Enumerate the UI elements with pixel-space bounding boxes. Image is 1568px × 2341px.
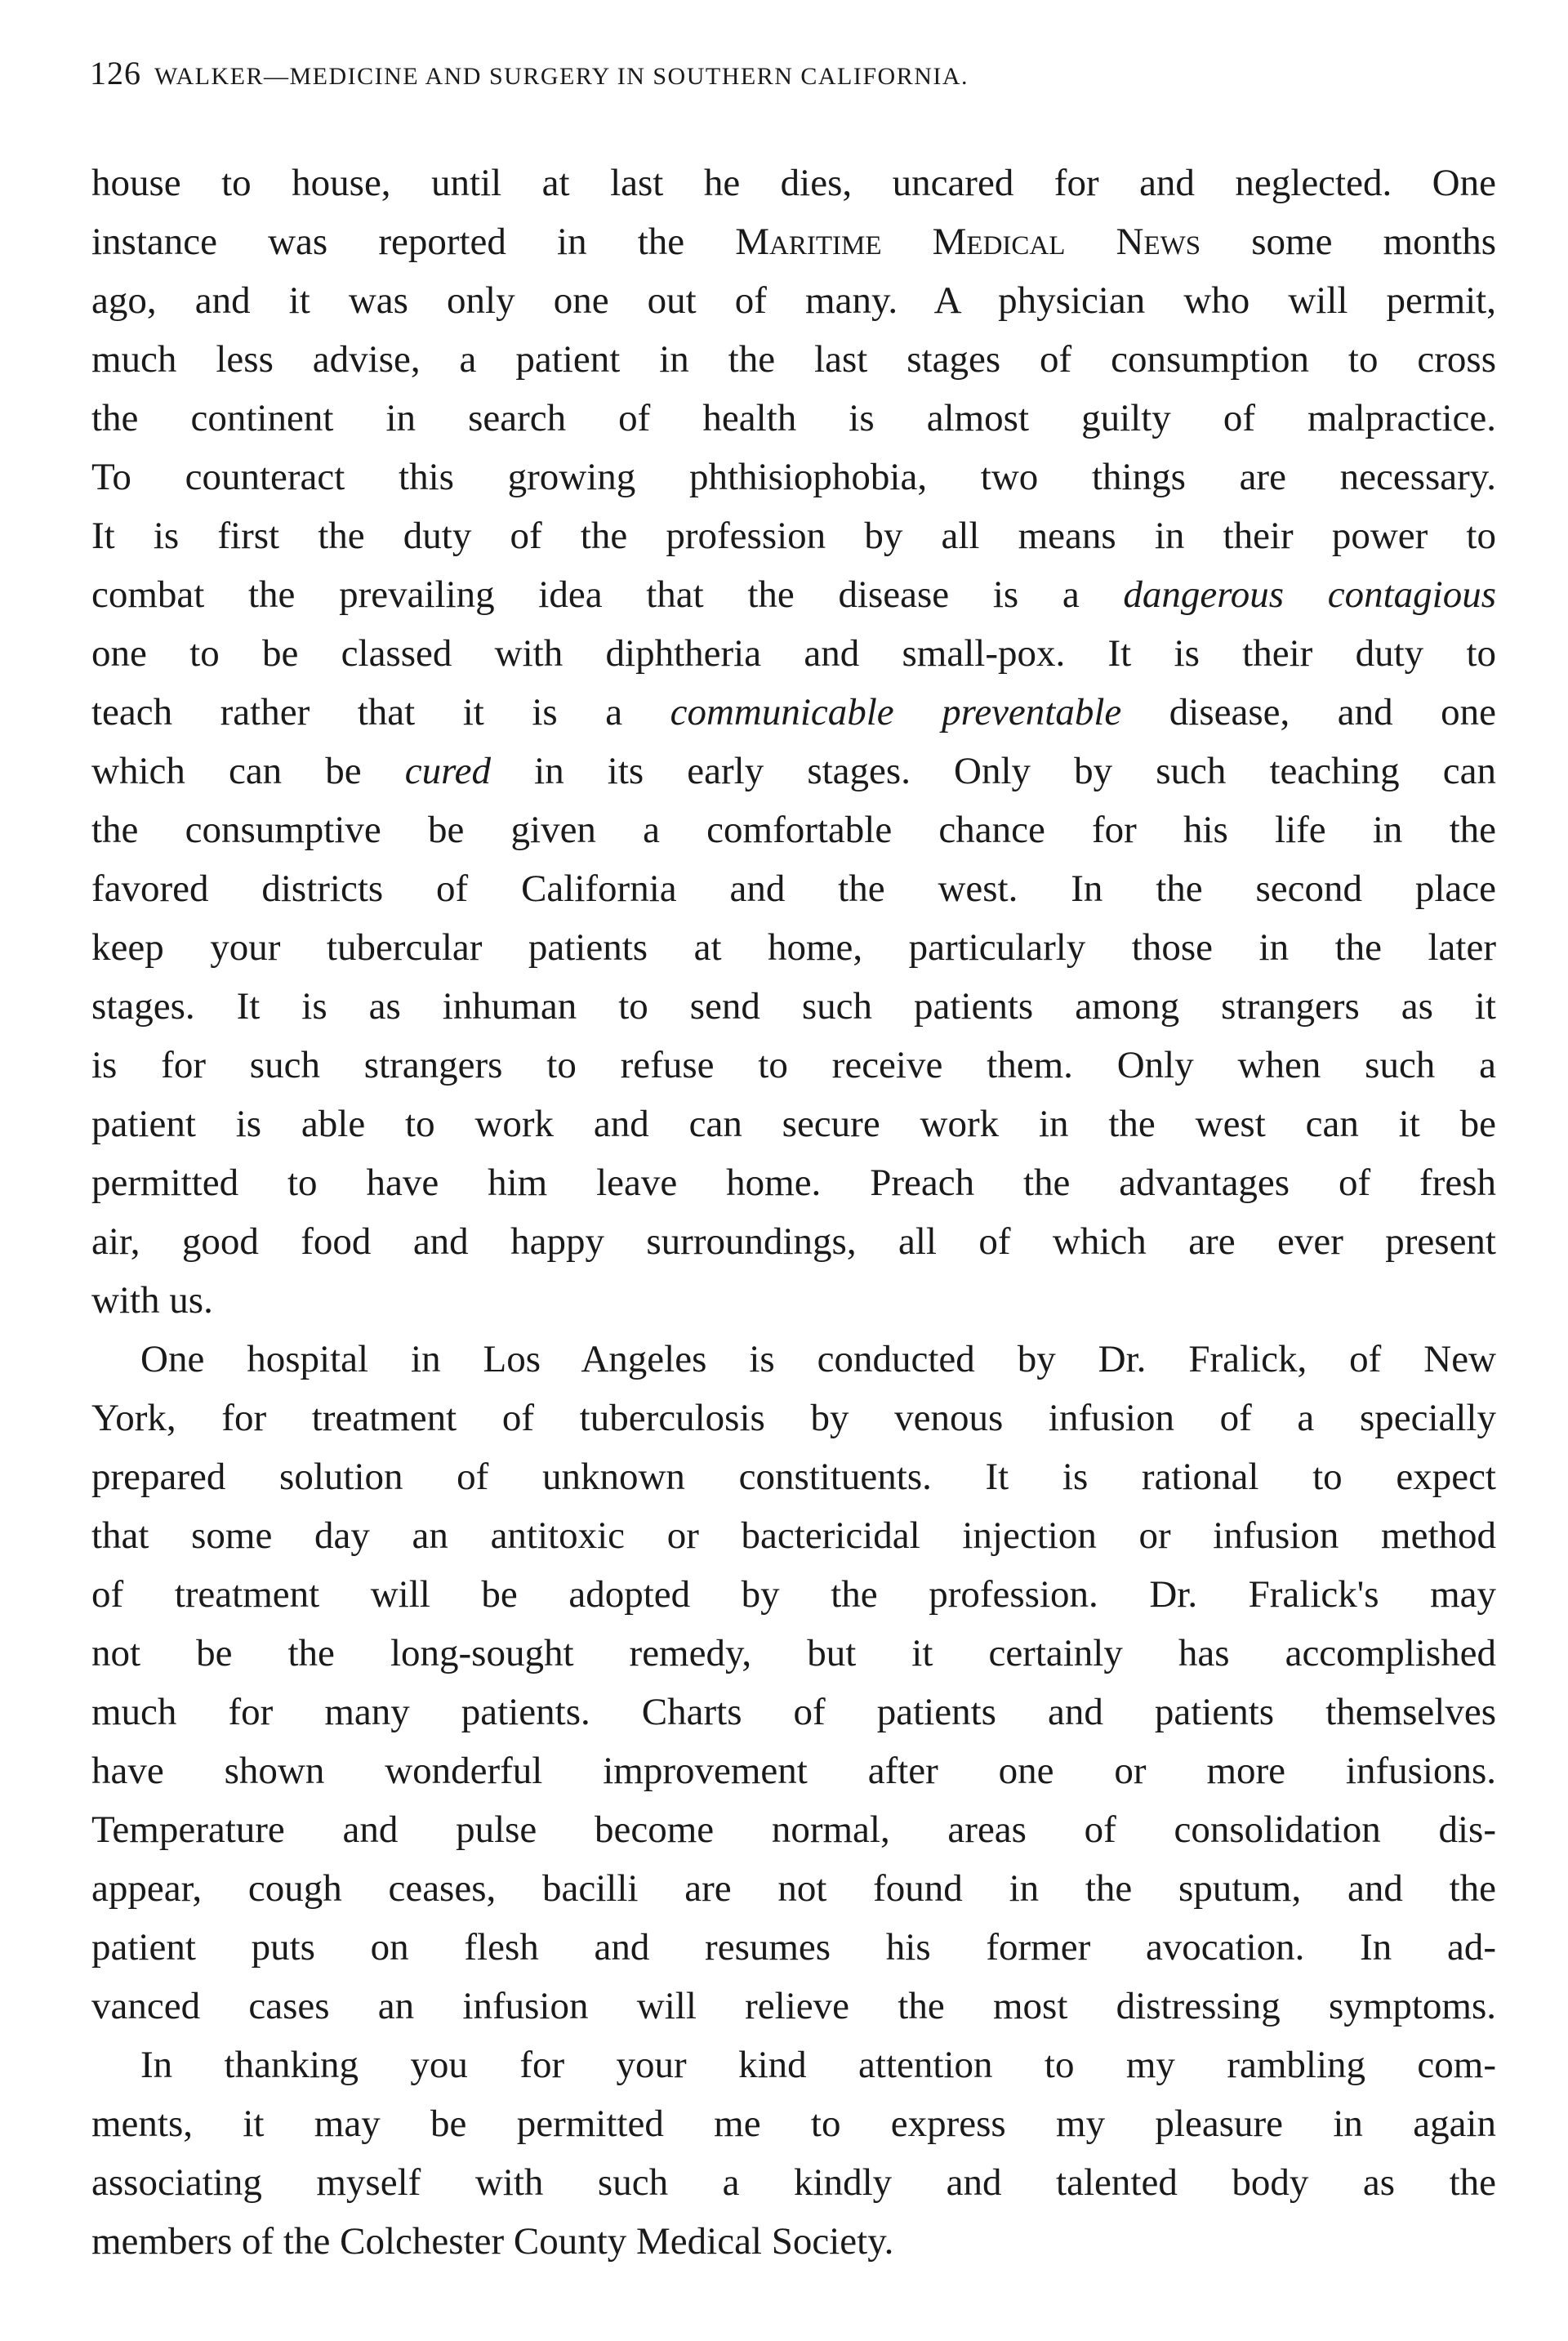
text-fragment: which can be [91,750,362,792]
text-line [91,742,1496,800]
running-title: WALKER—MEDICINE AND SURGERY IN SOUTHERN CALIFORNIA. [154,63,969,90]
text-line: In thanking you for your kind attention to my rambling com- [140,2044,1496,2086]
italic-phrase: dangerous contagious [1123,573,1497,616]
text-line: permitted to have him leave home. Preach the advantages of fresh [91,1162,1496,1204]
text-line: members of the Colchester County Medical Society. [91,2220,894,2263]
text-line: the consumptive be given a comfortable chance for his life in the [91,809,1496,851]
text-line: is for such strangers to refuse to receive them. Only when such a [91,1044,1496,1086]
body-text [91,154,1496,2271]
text-line: have shown wonderful improvement after one or more infusions. [91,1750,1496,1792]
text-line: One hospital in Los Angeles is conducted by Dr. Fralick, of New [140,1338,1496,1380]
journal-title: Maritime Medical News [735,221,1201,263]
text-line [91,683,1496,742]
text-line: prepared solution of unknown constituents. It is rational to expect [91,1456,1496,1498]
text-line: vanced cases an infusion will relieve the most distressing symptoms. [91,1985,1496,2027]
text-line: appear, cough ceases, bacilli are not found in the sputum, and the [91,1867,1496,1910]
text-line [91,565,1496,624]
text-fragment: teach rather that it is a [91,691,623,734]
text-line: with us. [91,1279,213,1322]
text-line: the continent in search of health is almost guilty of malpractice. [91,397,1496,439]
text-line: house to house, until at last he dies, uncared for and neglected. One [91,162,1496,204]
text-line: To counteract this growing phthisiophobia, two things are necessary. [91,456,1496,498]
text-line: Temperature and pulse become normal, areas of consolidation dis- [91,1808,1496,1851]
italic-phrase: cured [404,750,492,792]
text-line [91,212,1496,271]
page-number: 126 [90,55,141,91]
text-line: keep your tubercular patients at home, particularly those in the later [91,926,1496,969]
text-line: air, good food and happy surroundings, all of which are ever present [91,1220,1496,1263]
text-line: associating myself with such a kindly and talented body as the [91,2161,1496,2204]
italic-phrase: communicable preventable [670,691,1122,734]
text-line: stages. It is as inhuman to send such patients among strangers as it [91,985,1496,1028]
text-line: York, for treatment of tuberculosis by venous infusion of a specially [91,1397,1496,1439]
text-fragment: some months [1251,221,1497,263]
running-head [90,54,1494,103]
text-line: much for many patients. Charts of patients and patients themselves [91,1691,1496,1733]
text-line: favored districts of California and the west. In the second place [91,867,1496,910]
text-line: patient puts on flesh and resumes his former avocation. In ad- [91,1926,1496,1969]
text-line: that some day an antitoxic or bactericidal injection or infusion method [91,1514,1496,1557]
text-fragment: instance was reported in the [91,221,685,263]
text-fragment: combat the prevailing idea that the disease is a [91,573,1080,616]
text-line: of treatment will be adopted by the profession. Dr. Fralick's may [91,1573,1496,1616]
text-line: patient is able to work and can secure work in the west can it be [91,1103,1496,1145]
text-line: not be the long-sought remedy, but it certainly has accomplished [91,1632,1496,1674]
text-line: much less advise, a patient in the last stages of consumption to cross [91,338,1496,381]
text-line: one to be classed with diphtheria and small-pox. It is their duty to [91,632,1496,675]
text-fragment: disease, and one [1169,691,1497,734]
text-line: ago, and it was only one out of many. A physician who will permit, [91,279,1496,322]
text-fragment: in its early stages. Only by such teaching can [534,750,1497,792]
text-line: It is first the duty of the profession by all means in their power to [91,515,1496,557]
text-line: ments, it may be permitted me to express my pleasure in again [91,2102,1496,2145]
